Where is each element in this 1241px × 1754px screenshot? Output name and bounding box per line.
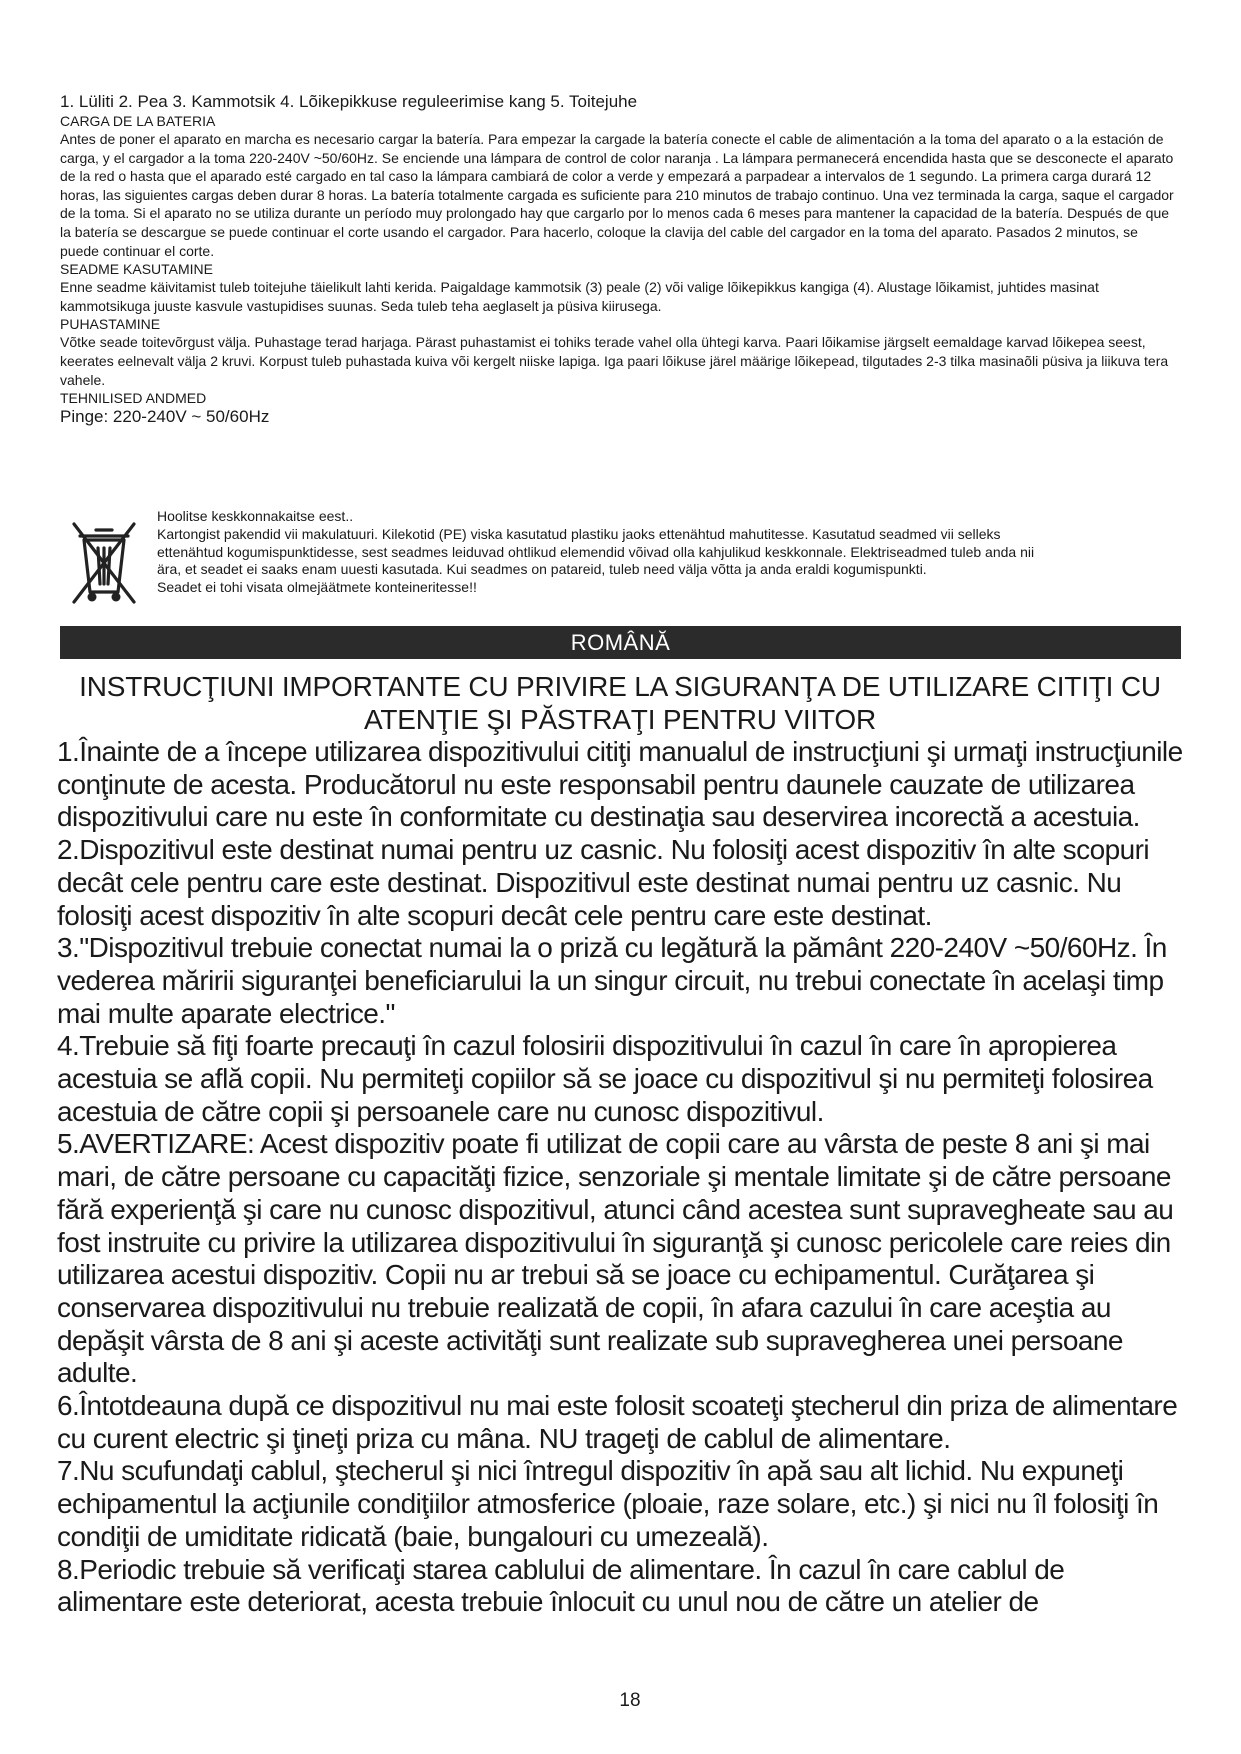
instruction-item: 5.AVERTIZARE: Acest dispozitiv poate fi utilizat de copii care au vârsta de peste 8 ani şi mai mari, de către persoane cu capacităţi fizice, senzoriale şi mentale limitate şi de către persoane fără experienţă şi care nu cunosc dispozitivul, atunci când acestea sunt supravegheate sau au fost instruite cu privire la utilizarea dispozitivului în siguranţă şi cunosc pericolele care reies din utilizarea acestui dispozitiv. Copii nu ar trebui să se joace cu echipamentul. Curăţarea şi conservarea dispozitivului nu trebuie realizată de copii, în afara cazului în care aceştia au depăşit vârsta de 8 ani şi aceste activităţi sunt realizate sub supravegherea unei persoane adulte. [57, 1128, 1174, 1389]
instruction-item: 7.Nu scufundaţi cablul, ştecherul şi nici întregul dispozitiv în apă sau alt lichid. Nu expuneţi echipamentul la acţiunile condiţiilor atmosferice (ploaie, raze solare, etc.) şi nici nu îl folosiţi în condiţii de umiditate ridicată (baie, bungalouri cu umezeală). [57, 1455, 1159, 1552]
charging-heading: CARGA DE LA BATERIA [60, 113, 216, 129]
recycling-line: ära, et seadet ei saaks enam uuesti kasutada. Kui seadmes on patareid, tuleb need välja võtta ja anda eraldi kogumispunkti. [157, 561, 927, 578]
recycling-notice [60, 508, 1180, 608]
crossed-out-wheelie-bin-icon [70, 520, 138, 610]
usage-paragraph: Enne seadme käivitamist tuleb toitejuhe täielikult lahti kerida. Paigaldage kammotsik (3) peale (2) või valige lõikepikkus kangiga (4). Alustage lõikamist, juhtides masinat kammotsikuga juuste kasvule vastupidises suunas. Seda tuleb teha aeglaselt ja püsiva kiirusega. [60, 279, 1099, 314]
language-section-bar: ROMÂNĂ [60, 626, 1181, 659]
specs-text: Pinge: 220-240V ~ 50/60Hz [60, 407, 270, 427]
recycling-line: Hoolitse keskkonnakaitse eest.. [157, 508, 354, 524]
recycling-line: Seadet ei tohi visata olmejäätmete konteineritesse!! [157, 579, 477, 596]
cleaning-heading: PUHASTAMINE [60, 316, 161, 333]
recycling-line: Kartongist pakendid vii makulatuuri. Kilekotid (PE) viska kasutatud plastiku jaoks ettenähtud mahutitesse. Kasutatud seadmed vii selleks [157, 525, 1001, 542]
recycling-text [157, 508, 1197, 597]
safety-instructions-list [57, 736, 1187, 1619]
recycling-line: ettenähtud kogumispunktidesse, sest seadmes leiduvad ohtlikud elemendid võivad olla kahjulikud keskkonnale. Elektriseadmed tuleb anda nii [157, 543, 1035, 560]
instruction-item: 3."Dispozitivul trebuie conectat numai la o priză cu legătură la pământ 220-240V ~50/60Hz. În vederea măririi siguranţei beneficiarului la un singur circuit, nu trebui conectate în acelaşi timp mai multe aparate electrice." [57, 932, 1167, 1029]
instruction-item: 4.Trebuie să fiţi foarte precauţi în cazul folosirii dispozitivului în cazul în care în apropierea acestuia se află copii. Nu permiteţi copiilor să se joace cu dispozitivul şi nu permiteţi folosirea acestuia de către copii şi persoanele care nu cunosc dispozitivul. [57, 1030, 1153, 1127]
instruction-item: 1.Înainte de a începe utilizarea dispozitivului citiţi manualul de instrucţiuni şi urmaţi instrucţiunile conţinute de acesta. Producătorul nu este responsabil pentru daunele cauzate de utilizarea dispozitivului care nu este în conformitate cu destinaţia sau deservirea incorectă a acestuia. [57, 736, 1183, 833]
instruction-item: 8.Periodic trebuie să verificaţi starea cablului de alimentare. În cazul în care cablul de alimentare este deteriorat, acesta trebuie înlocuit cu unul nou de către un atelier de [57, 1553, 1065, 1618]
specs-heading: TEHNILISED ANDMED [60, 390, 207, 407]
charging-paragraph: Antes de poner el aparato en marcha es necesario cargar la batería. Para empezar la cargade la batería conecte el cable de alimentación a la toma del aparato o a la estación de carga, y el cargador a la toma 220-240V ~50/60Hz. Se enciende una lámpara de control de color naranja . La lámpara permanecerá encendida hasta que se desconecte el aparato de la red o hasta que el aparado esté cargado en tal caso la lámpara cambiará de color a verde y empezará a parpadear a intervalos de 1 segundo. La primera carga durará 12 horas, las siguientes cargas deben durar 8 horas. La batería totalmente cargada es suficiente para 210 minutos de trabajo continuo. Una vez terminada la carga, saque el cargador de la toma. Si el aparato no se utiliza durante un período muy prolongado hay que cargarlo por lo menos cada 6 meses para mantener la capacidad de la batería. Después de que la batería se descargue se puede continuar el corte usando el cargador. Para hacerlo, coloque la clavija del cable del cargador en la toma del aparato. Pasados 2 minutos, se puede continuar el corte. [60, 131, 1174, 259]
instruction-item: 6.Întotdeauna după ce dispozitivul nu mai este folosit scoateţi ştecherul din priza de alimentare cu curent electric şi ţineţi priza cu mâna. NU trageţi de cablul de alimentare. [57, 1390, 1178, 1454]
estonian-instructions-section [60, 92, 1180, 427]
instruction-item: 2.Dispozitivul este destinat numai pentru uz casnic. Nu folosiţi acest dispozitiv în alte scopuri decât cele pentru care este destinat. Dispozitivul este destinat numai pentru uz casnic. Nu folosiţi acest dispozitiv în alte scopuri decât cele pentru care este destinat. [57, 834, 1150, 931]
usage-heading: SEADME KASUTAMINE [60, 261, 213, 278]
safety-instructions-title: INSTRUCŢIUNI IMPORTANTE CU PRIVIRE LA SIGURANŢA DE UTILIZARE CITIŢI CU ATENŢIE ŞI PĂSTRAŢI PENTRU VIITOR [79, 671, 1161, 735]
page-number: 18 [619, 1690, 641, 1711]
cleaning-paragraph: Võtke seade toitevõrgust välja. Puhastage terad harjaga. Pärast puhastamist ei tohiks terade vahel olla ühtegi karva. Paari lõikamise järgselt eemaldage karvad lõikepea seest, keerates eelnevalt välja 2 kruvi. Korpust tuleb puhastada kuiva või kergelt niiske lapiga. Iga paari lõikuse järel määrige lõikepead, tilgutades 2-3 tilka masinaõli püsiva ja liikuva tera vahele. [60, 334, 1169, 388]
parts-list: 1. Lüliti 2. Pea 3. Kammotsik 4. Lõikepikkuse reguleerimise kang 5. Toitejuhe [60, 92, 638, 111]
